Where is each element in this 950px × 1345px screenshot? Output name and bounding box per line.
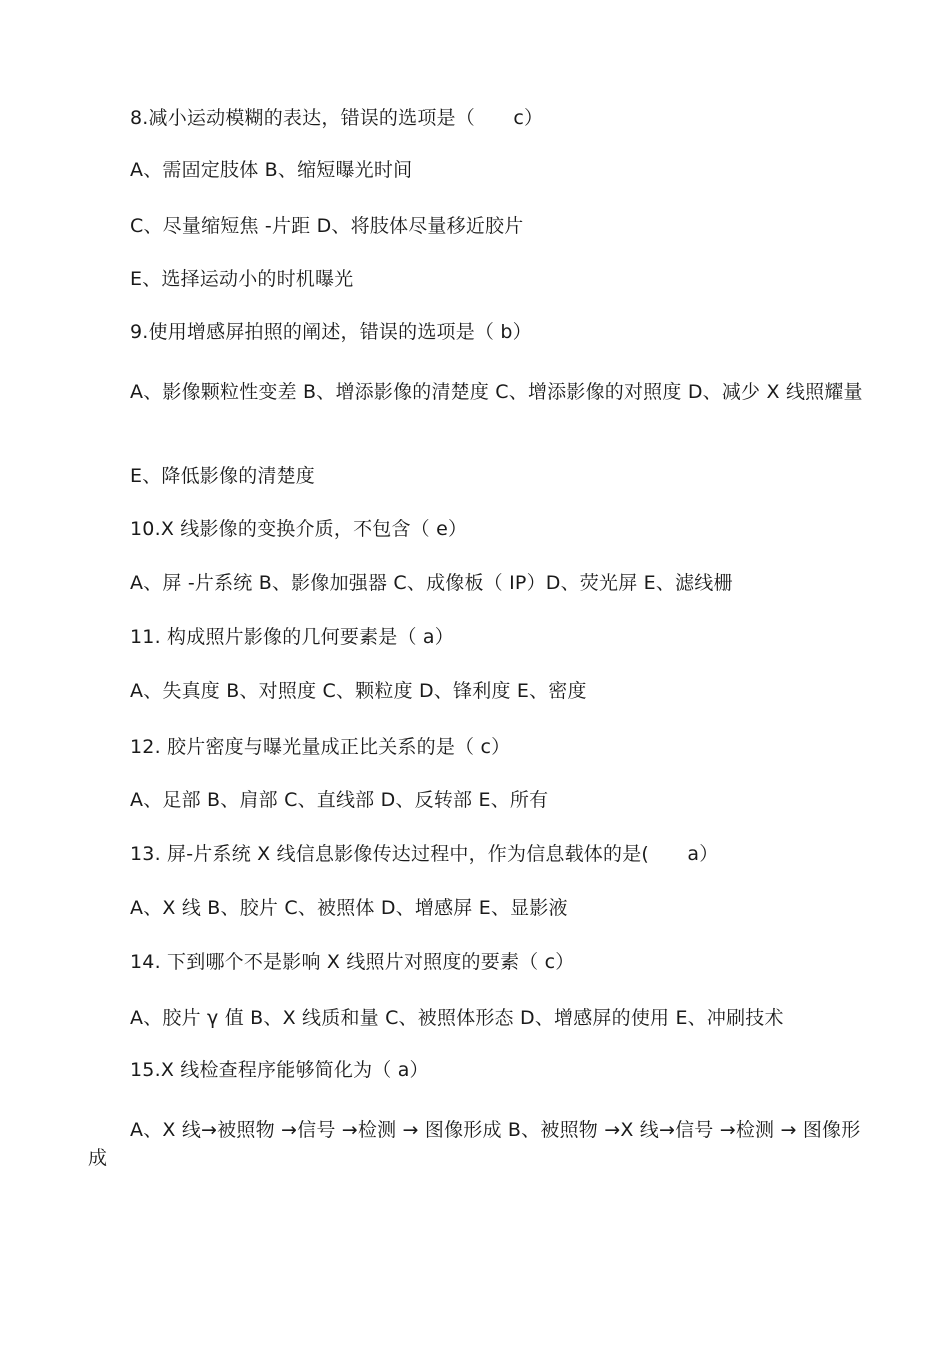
- question-8-options-cd: C、尽量缩短焦 -片距 D、将肢体尽量移近胶片: [130, 215, 524, 237]
- question-8-option-e: E、选择运动小的时机曝光: [130, 268, 354, 290]
- question-11-options: A、失真度 B、对照度 C、颗粒度 D、锋利度 E、密度: [130, 680, 587, 702]
- question-13: 13. 屏-片系统 X 线信息影像传达过程中，作为信息载体的是( a）: [130, 843, 719, 865]
- question-12-options: A、足部 B、肩部 C、直线部 D、反转部 E、所有: [130, 789, 549, 811]
- question-14-options: A、胶片 γ 值 B、X 线质和量 C、被照体形态 D、增感屏的使用 E、冲刷技术: [130, 1007, 784, 1029]
- question-15-options: A、X 线→被照物 →信号 →检测 → 图像形成 B、被照物 →X 线→信号 →检测 → 图像形成: [88, 1119, 861, 1169]
- question-10-options: A、屏 -片系统 B、影像加强器 C、成像板（ IP）D、荧光屏 E、滤线栅: [130, 572, 733, 594]
- question-8: 8.减小运动模糊的表达，错误的选项是（ c）: [130, 107, 544, 129]
- question-11: 11. 构成照片影像的几何要素是（ a）: [130, 626, 454, 648]
- question-12: 12. 胶片密度与曝光量成正比关系的是（ c）: [130, 736, 511, 758]
- question-9: 9.使用增感屏拍照的阐述，错误的选项是（ b）: [130, 321, 532, 343]
- question-9-options-abcd: A、影像颗粒性变差 B、增添影像的清楚度 C、增添影像的对照度 D、减少 X 线照耀量: [130, 381, 863, 403]
- question-14: 14. 下到哪个不是影响 X 线照片对照度的要素（ c）: [130, 951, 575, 973]
- question-13-options: A、X 线 B、胶片 C、被照体 D、增感屏 E、显影液: [130, 897, 568, 919]
- question-10: 10.X 线影像的变换介质，不包含（ e）: [130, 518, 468, 540]
- question-9-option-e: E、降低影像的清楚度: [130, 465, 316, 487]
- question-15: 15.X 线检查程序能够简化为（ a）: [130, 1059, 429, 1081]
- question-8-options-ab: A、需固定肢体 B、缩短曝光时间: [130, 159, 413, 181]
